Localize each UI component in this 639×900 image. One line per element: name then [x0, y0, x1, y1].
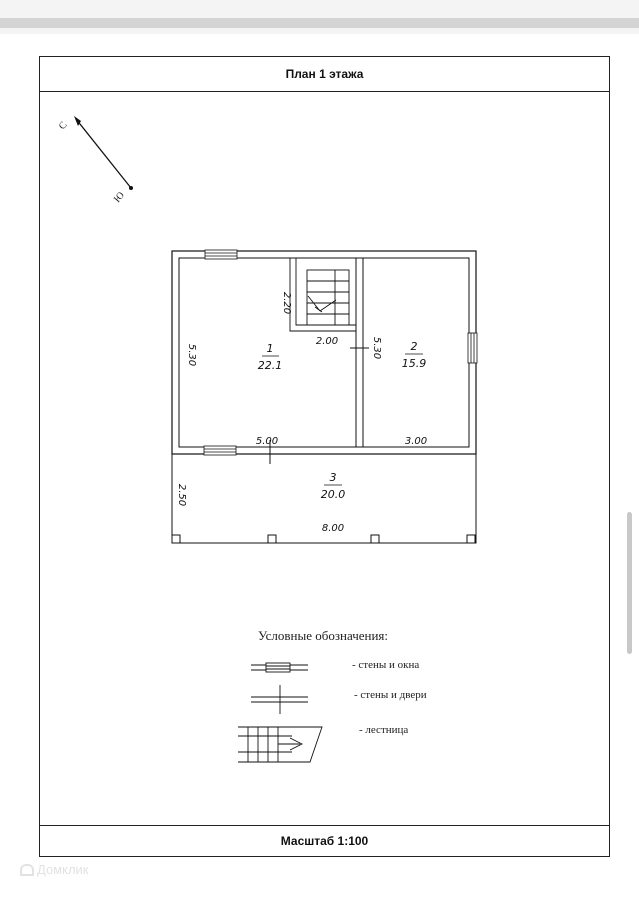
compass-south-label: Ю	[111, 189, 127, 205]
stair-block	[290, 258, 356, 331]
legend-item-walls-windows: - стены и окна	[352, 659, 420, 671]
legend-stair-symbol	[238, 727, 322, 762]
dim-room2-height: 5.30	[371, 336, 382, 360]
building-walls	[172, 251, 476, 454]
watermark-text: Домклик	[37, 862, 89, 877]
house-icon	[20, 864, 34, 876]
compass-arrow-icon	[74, 116, 133, 190]
room-3-area: 20.0	[320, 488, 346, 501]
watermark-logo	[20, 862, 89, 877]
plan-title: План 1 этажа	[40, 57, 609, 92]
room-2-number: 2	[410, 340, 418, 353]
legend-title: Условные обозначения:	[258, 628, 389, 643]
legend-wall-window-symbol	[251, 663, 308, 672]
scale-label: Масштаб 1:100	[40, 825, 609, 856]
legend-wall-door-symbol	[251, 685, 308, 714]
window-right	[468, 333, 477, 363]
legend-item-stairs: - лестница	[359, 724, 409, 736]
legend-item-walls-doors: - стены и двери	[354, 689, 427, 701]
room-3-number: 3	[329, 471, 337, 484]
dim-terrace-width: 8.00	[321, 523, 345, 534]
dim-stair-height: 2.20	[281, 291, 292, 315]
dim-terrace-height: 2.50	[176, 483, 187, 507]
dim-room1-height: 5.30	[186, 343, 197, 367]
room-1-number: 1	[266, 342, 274, 355]
dim-room2-width: 3.00	[404, 436, 428, 447]
dim-stair-width: 2.00	[315, 336, 339, 347]
window-top	[205, 250, 237, 259]
room-2-area: 15.9	[401, 357, 427, 370]
window-bottom	[204, 446, 236, 455]
scrollbar[interactable]	[627, 512, 632, 654]
compass-north-label: С	[56, 119, 70, 132]
dim-room1-width: 5.00	[255, 436, 279, 447]
room-1-area: 22.1	[257, 359, 283, 372]
